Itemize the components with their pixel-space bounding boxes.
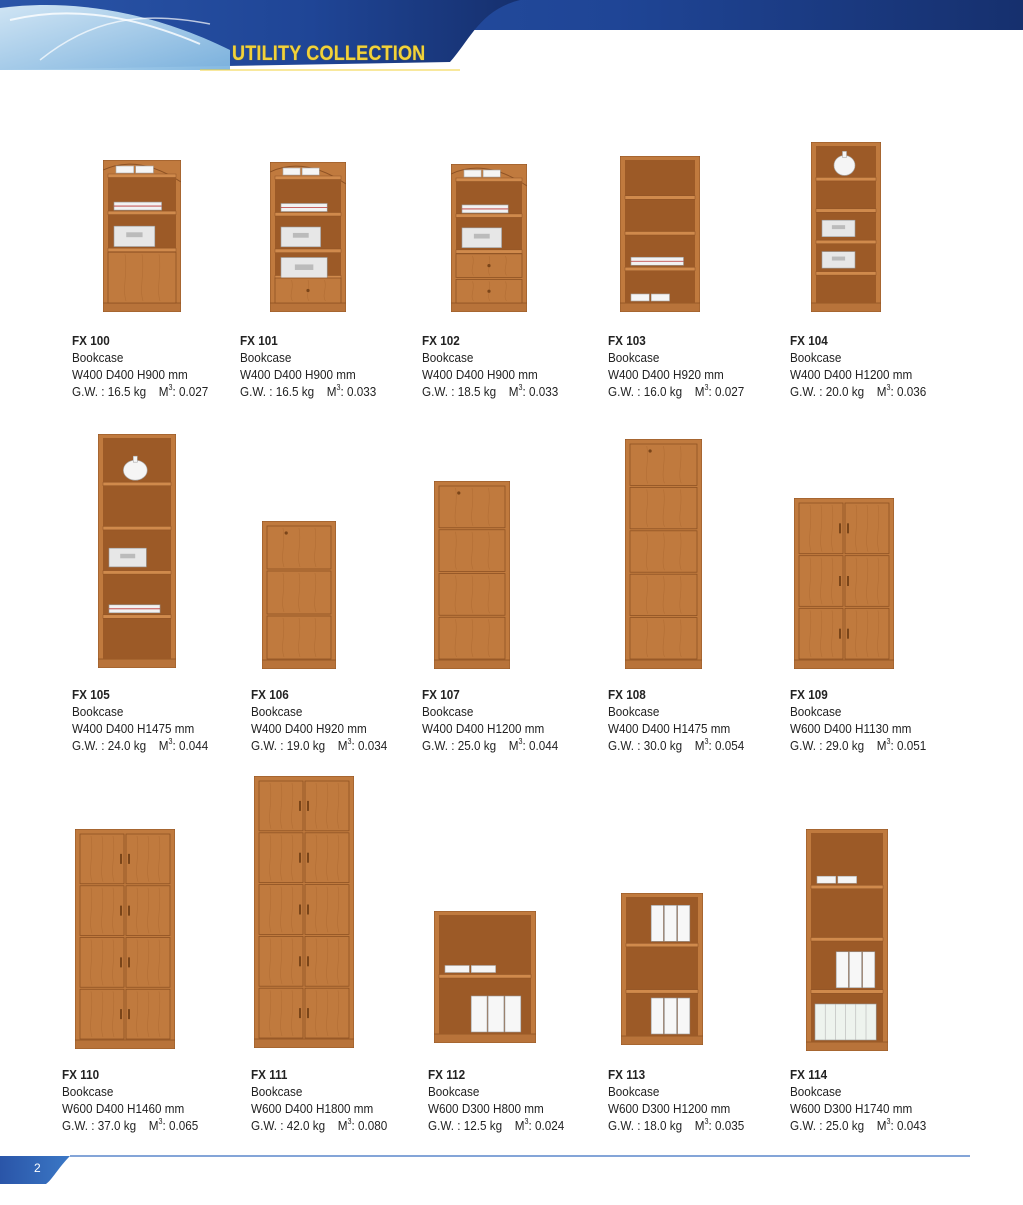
product-code: FX 105 bbox=[72, 687, 110, 702]
product-type: Bookcase bbox=[790, 704, 842, 719]
product-type: Bookcase bbox=[240, 350, 292, 365]
product-info bbox=[608, 686, 744, 754]
product-image bbox=[625, 439, 702, 674]
gross-weight: G.W. : 20.0 kg bbox=[790, 384, 865, 399]
volume-exponent: 3 bbox=[347, 1117, 352, 1126]
volume-value: : 0.027 bbox=[708, 384, 745, 399]
product-weight-volume bbox=[422, 383, 558, 400]
product-code: FX 111 bbox=[251, 1067, 288, 1082]
volume bbox=[159, 737, 209, 754]
product-weight-volume bbox=[608, 383, 744, 400]
volume-exponent: 3 bbox=[886, 383, 891, 392]
volume bbox=[877, 383, 927, 400]
volume-value: : 0.044 bbox=[522, 738, 559, 753]
volume-exponent: 3 bbox=[336, 383, 341, 392]
product-code: FX 101 bbox=[240, 333, 278, 348]
collection-title: UTILITY COLLECTION bbox=[232, 42, 426, 65]
product-weight-volume bbox=[608, 737, 744, 754]
gross-weight: G.W. : 30.0 kg bbox=[608, 738, 683, 753]
gross-weight: G.W. : 12.5 kg bbox=[428, 1118, 503, 1133]
product-weight-volume bbox=[251, 1117, 387, 1134]
volume-label: M bbox=[326, 384, 337, 399]
volume-value: : 0.065 bbox=[162, 1118, 199, 1133]
product-info bbox=[790, 1066, 926, 1134]
page-header bbox=[0, 0, 1023, 78]
product-info bbox=[251, 686, 387, 754]
product-code: FX 113 bbox=[608, 1067, 646, 1082]
gross-weight: G.W. : 18.5 kg bbox=[422, 384, 497, 399]
bookcase-illustration bbox=[434, 481, 510, 669]
volume-exponent: 3 bbox=[518, 383, 523, 392]
product-dimensions: W600 D400 H1130 mm bbox=[790, 721, 912, 736]
volume-exponent: 3 bbox=[518, 737, 523, 746]
volume-value: : 0.044 bbox=[172, 738, 209, 753]
volume-exponent: 3 bbox=[886, 737, 891, 746]
product-dimensions: W600 D300 H1740 mm bbox=[790, 1101, 913, 1116]
product-info bbox=[608, 1066, 744, 1134]
product-image bbox=[434, 911, 536, 1048]
product-image bbox=[451, 164, 527, 317]
volume bbox=[877, 737, 927, 754]
product-image bbox=[270, 162, 346, 317]
volume-value: : 0.043 bbox=[890, 1118, 927, 1133]
product-weight-volume bbox=[790, 383, 926, 400]
gross-weight: G.W. : 16.5 kg bbox=[72, 384, 147, 399]
product-type: Bookcase bbox=[251, 1084, 303, 1099]
bookcase-illustration bbox=[270, 162, 346, 312]
product-weight-volume bbox=[608, 1117, 744, 1134]
product-weight-volume bbox=[428, 1117, 564, 1134]
product-dimensions: W400 D400 H920 mm bbox=[608, 367, 724, 382]
product-info bbox=[72, 332, 208, 400]
product-dimensions: W600 D400 H1460 mm bbox=[62, 1101, 185, 1116]
gross-weight: G.W. : 19.0 kg bbox=[251, 738, 326, 753]
product-type: Bookcase bbox=[608, 1084, 660, 1099]
product-code: FX 103 bbox=[608, 333, 646, 348]
product-dimensions: W600 D300 H800 mm bbox=[428, 1101, 544, 1116]
product-info bbox=[422, 686, 558, 754]
product-image bbox=[811, 142, 881, 317]
volume bbox=[515, 1117, 565, 1134]
product-code: FX 114 bbox=[790, 1067, 828, 1082]
bookcase-illustration bbox=[262, 521, 336, 669]
product-type: Bookcase bbox=[422, 350, 474, 365]
bookcase-illustration bbox=[75, 829, 175, 1049]
volume bbox=[877, 1117, 927, 1134]
product-code: FX 108 bbox=[608, 687, 646, 702]
product-code: FX 109 bbox=[790, 687, 828, 702]
product-info bbox=[422, 332, 558, 400]
bookcase-illustration bbox=[806, 829, 888, 1051]
product-info bbox=[790, 686, 926, 754]
bookcase-illustration bbox=[254, 776, 354, 1048]
volume bbox=[338, 737, 388, 754]
volume bbox=[159, 383, 209, 400]
product-dimensions: W400 D400 H1200 mm bbox=[790, 367, 913, 382]
product-image bbox=[75, 829, 175, 1054]
product-image bbox=[794, 498, 894, 674]
footer-banner bbox=[0, 1148, 1023, 1200]
volume-label: M bbox=[694, 384, 705, 399]
product-info bbox=[251, 1066, 387, 1134]
volume-label: M bbox=[508, 384, 519, 399]
volume-label: M bbox=[514, 1118, 525, 1133]
volume-exponent: 3 bbox=[158, 1117, 163, 1126]
product-info bbox=[240, 332, 376, 400]
bookcase-illustration bbox=[103, 160, 181, 312]
product-dimensions: W400 D400 H920 mm bbox=[251, 721, 367, 736]
product-image bbox=[103, 160, 181, 317]
bookcase-illustration bbox=[811, 142, 881, 312]
product-type: Bookcase bbox=[251, 704, 303, 719]
volume-value: : 0.080 bbox=[351, 1118, 388, 1133]
volume-label: M bbox=[876, 738, 887, 753]
volume-label: M bbox=[876, 1118, 887, 1133]
gross-weight: G.W. : 29.0 kg bbox=[790, 738, 865, 753]
volume bbox=[695, 737, 745, 754]
gross-weight: G.W. : 37.0 kg bbox=[62, 1118, 137, 1133]
volume-exponent: 3 bbox=[886, 1117, 891, 1126]
volume-exponent: 3 bbox=[704, 383, 709, 392]
product-type: Bookcase bbox=[608, 350, 660, 365]
volume-value: : 0.051 bbox=[890, 738, 927, 753]
volume-value: : 0.034 bbox=[351, 738, 388, 753]
bookcase-illustration bbox=[434, 911, 536, 1043]
product-weight-volume bbox=[62, 1117, 198, 1134]
volume bbox=[509, 737, 559, 754]
product-code: FX 102 bbox=[422, 333, 460, 348]
volume-value: : 0.033 bbox=[340, 384, 377, 399]
volume-value: : 0.024 bbox=[528, 1118, 565, 1133]
product-image bbox=[621, 893, 703, 1050]
product-code: FX 112 bbox=[428, 1067, 466, 1082]
volume-label: M bbox=[148, 1118, 159, 1133]
page-number: 2 bbox=[34, 1161, 41, 1175]
volume-label: M bbox=[508, 738, 519, 753]
product-image bbox=[98, 434, 176, 673]
product-type: Bookcase bbox=[790, 350, 842, 365]
product-type: Bookcase bbox=[72, 350, 124, 365]
gross-weight: G.W. : 25.0 kg bbox=[422, 738, 497, 753]
product-image bbox=[254, 776, 354, 1053]
gross-weight: G.W. : 24.0 kg bbox=[72, 738, 147, 753]
product-weight-volume bbox=[422, 737, 558, 754]
volume-label: M bbox=[158, 384, 169, 399]
product-code: FX 100 bbox=[72, 333, 110, 348]
bookcase-illustration bbox=[98, 434, 176, 668]
product-type: Bookcase bbox=[62, 1084, 114, 1099]
volume-label: M bbox=[694, 738, 705, 753]
volume bbox=[509, 383, 559, 400]
volume-value: : 0.036 bbox=[890, 384, 927, 399]
gross-weight: G.W. : 42.0 kg bbox=[251, 1118, 326, 1133]
product-dimensions: W400 D400 H1475 mm bbox=[608, 721, 731, 736]
volume-value: : 0.033 bbox=[522, 384, 559, 399]
product-image bbox=[262, 521, 336, 674]
volume-label: M bbox=[337, 1118, 348, 1133]
product-image bbox=[806, 829, 888, 1056]
volume-label: M bbox=[158, 738, 169, 753]
volume bbox=[695, 1117, 745, 1134]
volume bbox=[327, 383, 377, 400]
volume-exponent: 3 bbox=[704, 1117, 709, 1126]
page-footer bbox=[0, 1148, 1023, 1200]
bookcase-illustration bbox=[621, 893, 703, 1045]
product-dimensions: W400 D400 H1200 mm bbox=[422, 721, 545, 736]
gross-weight: G.W. : 25.0 kg bbox=[790, 1118, 865, 1133]
product-dimensions: W400 D400 H900 mm bbox=[422, 367, 538, 382]
product-dimensions: W400 D400 H900 mm bbox=[240, 367, 356, 382]
volume bbox=[695, 383, 745, 400]
product-weight-volume bbox=[790, 1117, 926, 1134]
gross-weight: G.W. : 16.5 kg bbox=[240, 384, 315, 399]
bookcase-illustration bbox=[794, 498, 894, 669]
volume-label: M bbox=[694, 1118, 705, 1133]
product-image bbox=[620, 156, 700, 317]
product-dimensions: W400 D400 H900 mm bbox=[72, 367, 188, 382]
product-type: Bookcase bbox=[72, 704, 124, 719]
product-weight-volume bbox=[72, 737, 208, 754]
gross-weight: G.W. : 16.0 kg bbox=[608, 384, 683, 399]
product-code: FX 106 bbox=[251, 687, 289, 702]
bookcase-illustration bbox=[620, 156, 700, 312]
volume-exponent: 3 bbox=[168, 383, 173, 392]
gross-weight: G.W. : 18.0 kg bbox=[608, 1118, 683, 1133]
product-dimensions: W600 D400 H1800 mm bbox=[251, 1101, 374, 1116]
product-code: FX 104 bbox=[790, 333, 828, 348]
product-type: Bookcase bbox=[608, 704, 660, 719]
product-code: FX 110 bbox=[62, 1067, 100, 1082]
bookcase-illustration bbox=[625, 439, 702, 669]
product-info bbox=[608, 332, 744, 400]
product-weight-volume bbox=[72, 383, 208, 400]
volume-exponent: 3 bbox=[347, 737, 352, 746]
product-info bbox=[790, 332, 926, 400]
product-weight-volume bbox=[251, 737, 387, 754]
product-image bbox=[434, 481, 510, 674]
product-info bbox=[72, 686, 208, 754]
volume-value: : 0.054 bbox=[708, 738, 745, 753]
product-info bbox=[428, 1066, 564, 1134]
product-info bbox=[62, 1066, 198, 1134]
product-type: Bookcase bbox=[422, 704, 474, 719]
volume-label: M bbox=[337, 738, 348, 753]
product-code: FX 107 bbox=[422, 687, 460, 702]
volume-value: : 0.027 bbox=[172, 384, 209, 399]
volume-exponent: 3 bbox=[524, 1117, 529, 1126]
product-dimensions: W600 D300 H1200 mm bbox=[608, 1101, 731, 1116]
volume-value: : 0.035 bbox=[708, 1118, 745, 1133]
product-dimensions: W400 D400 H1475 mm bbox=[72, 721, 195, 736]
bookcase-illustration bbox=[451, 164, 527, 312]
product-type: Bookcase bbox=[428, 1084, 480, 1099]
product-weight-volume bbox=[790, 737, 926, 754]
header-banner bbox=[0, 0, 1023, 78]
volume bbox=[338, 1117, 388, 1134]
volume bbox=[149, 1117, 199, 1134]
product-weight-volume bbox=[240, 383, 376, 400]
volume-label: M bbox=[876, 384, 887, 399]
volume-exponent: 3 bbox=[168, 737, 173, 746]
volume-exponent: 3 bbox=[704, 737, 709, 746]
product-type: Bookcase bbox=[790, 1084, 842, 1099]
